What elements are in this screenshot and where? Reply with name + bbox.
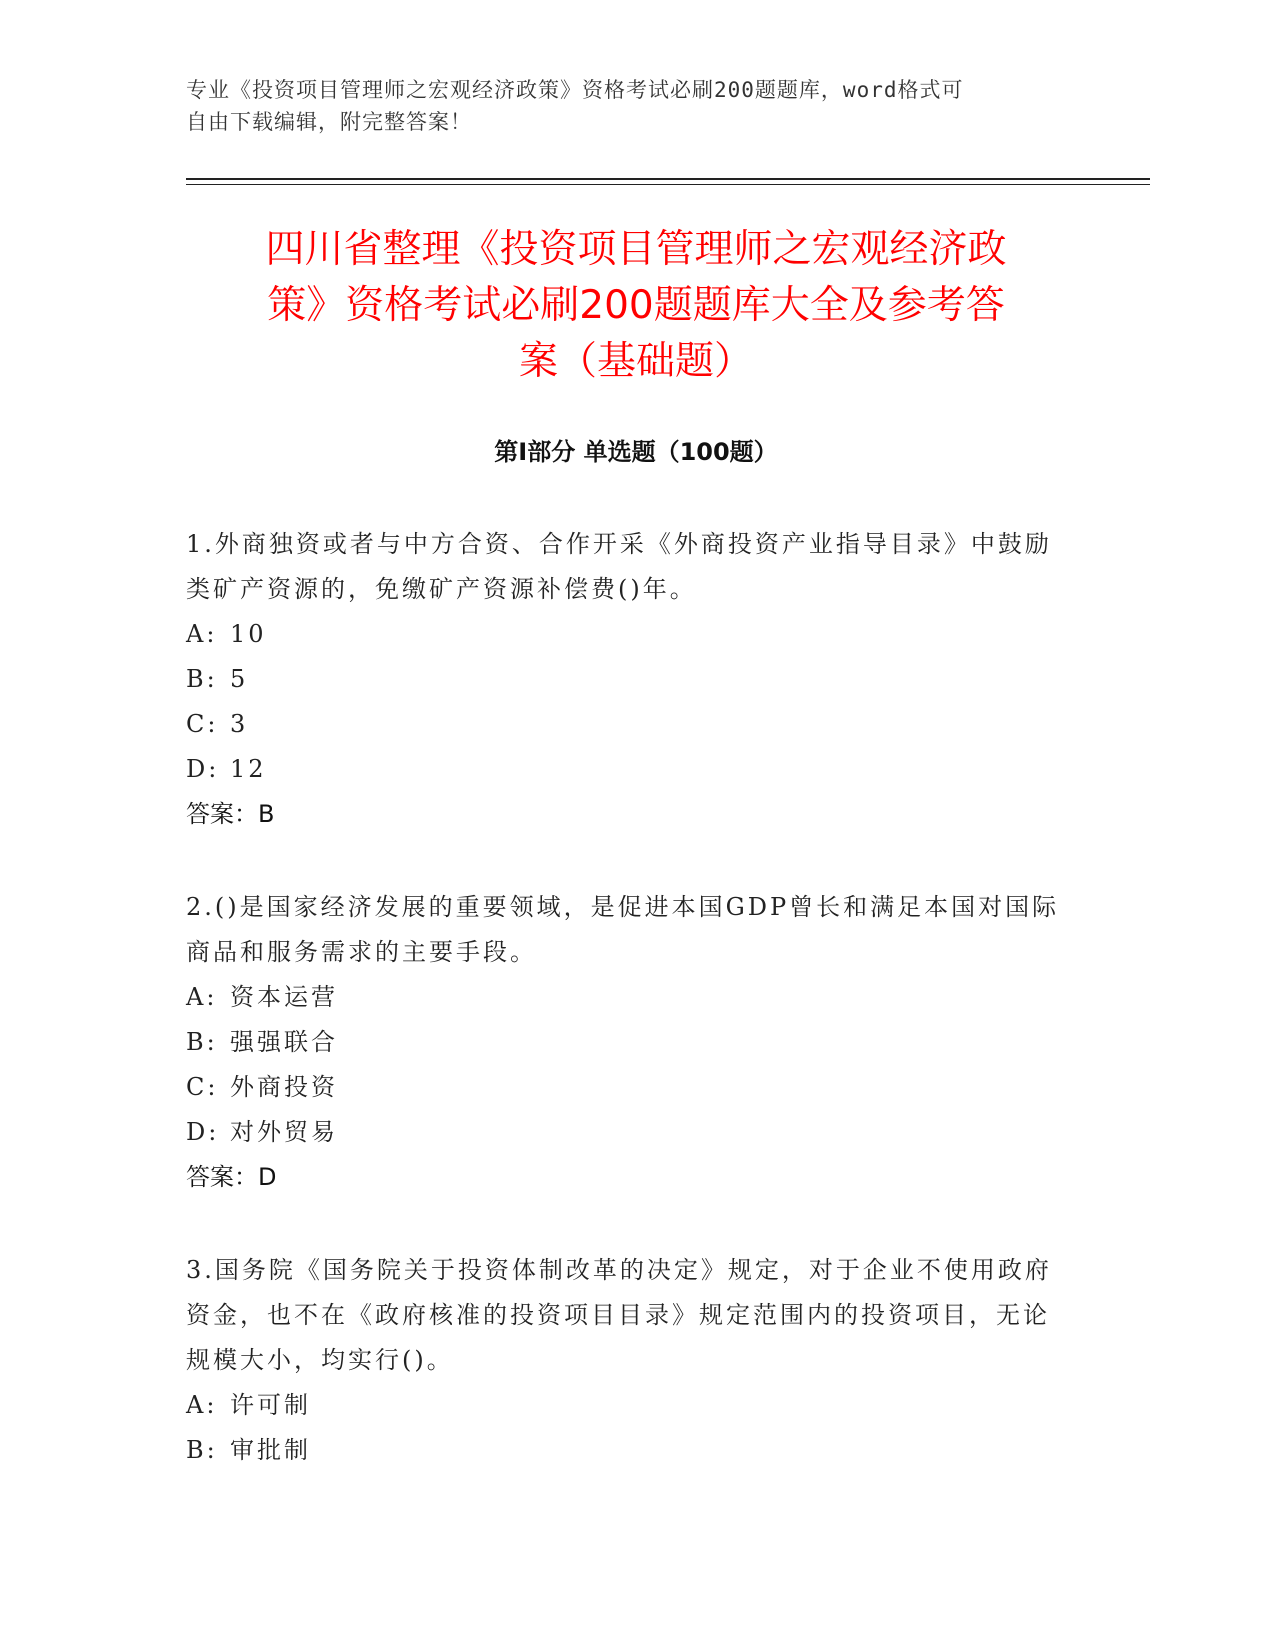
header-divider-thick: [186, 178, 1150, 180]
option-text: 强强联合: [230, 1028, 338, 1056]
question-list: [186, 522, 1066, 1521]
option-d: [186, 1110, 1066, 1155]
document-title-line-2: 策》资格考试必刷200题题库大全及参考答: [267, 283, 1005, 328]
option-letter: C:: [186, 1073, 219, 1101]
option-text: 资本运营: [230, 983, 338, 1011]
answer-line: 答案：B: [186, 800, 275, 828]
question-stem: 2.()是国家经济发展的重要领域，是促进本国GDP曾长和满足本国对国际商品和服务需求的主要手段。: [186, 893, 1060, 966]
document-title-line-3: 案（基础题）: [518, 339, 753, 384]
option-c: [186, 702, 1066, 747]
option-b: [186, 657, 1066, 702]
option-letter: C:: [186, 710, 219, 738]
option-letter: B:: [186, 1436, 218, 1464]
option-a: [186, 1383, 1066, 1428]
question-2: [186, 885, 1066, 1200]
option-letter: A:: [186, 620, 218, 648]
option-c: [186, 1065, 1066, 1110]
question-stem: 3.国务院《国务院关于投资体制改革的决定》规定，对于企业不使用政府资金，也不在《政府核准的投资项目目录》规定范围内的投资项目，无论规模大小，均实行()。: [186, 1256, 1052, 1374]
header-note: [186, 74, 1066, 138]
option-d: [186, 747, 1066, 792]
header-divider-thin: [186, 184, 1150, 185]
option-text: 12: [230, 755, 267, 783]
option-text: 外商投资: [230, 1073, 338, 1101]
question-1: [186, 522, 1066, 837]
document-title: [186, 222, 1086, 390]
header-note-line-2: 自由下载编辑，附完整答案！: [186, 110, 472, 134]
option-a: [186, 975, 1066, 1020]
option-letter: D:: [186, 755, 220, 783]
option-text: 审批制: [230, 1436, 311, 1464]
option-text: 许可制: [230, 1391, 311, 1419]
question-stem: 1.外商独资或者与中方合资、合作开采《外商投资产业指导目录》中鼓励类矿产资源的，免缴矿产资源补偿费()年。: [186, 530, 1052, 603]
option-text: 对外贸易: [230, 1118, 338, 1146]
option-letter: B:: [186, 665, 218, 693]
option-letter: A:: [186, 1391, 218, 1419]
question-3: [186, 1248, 1066, 1473]
option-letter: A:: [186, 983, 218, 1011]
option-b: [186, 1428, 1066, 1473]
option-b: [186, 1020, 1066, 1065]
option-letter: B:: [186, 1028, 218, 1056]
option-a: [186, 612, 1066, 657]
option-text: 5: [230, 665, 249, 693]
option-text: 10: [230, 620, 267, 648]
answer-line: 答案：D: [186, 1163, 277, 1191]
header-note-line-1: 专业《投资项目管理师之宏观经济政策》资格考试必刷200题题库，word格式可: [186, 78, 964, 102]
option-letter: D:: [186, 1118, 220, 1146]
option-text: 3: [230, 710, 249, 738]
document-title-line-1: 四川省整理《投资项目管理师之宏观经济政: [265, 227, 1007, 272]
section-title: 第Ⅰ部分 单选题（100题）: [494, 438, 778, 466]
